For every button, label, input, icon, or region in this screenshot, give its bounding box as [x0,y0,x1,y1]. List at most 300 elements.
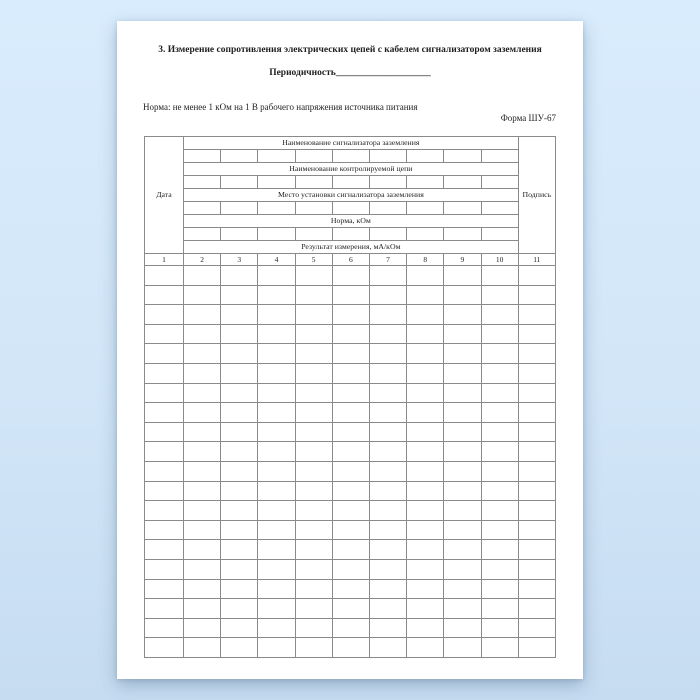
table-cell [444,638,481,658]
table-cell [295,461,332,481]
header-sub-cell [444,150,481,163]
table-cell [444,520,481,540]
periodicity-blank-underline: ____________________ [335,68,431,78]
header-sub-cell [184,176,221,189]
header-sub-cell [369,150,406,163]
table-cell [258,266,295,286]
table-cell [332,383,369,403]
table-row [145,442,556,462]
table-cell [369,481,406,501]
table-cell [369,559,406,579]
table-cell [369,344,406,364]
column-number-cell: 6 [332,254,369,266]
header-sub-cell [258,176,295,189]
table-cell [518,559,555,579]
table-cell [369,383,406,403]
table-cell [444,618,481,638]
table-row [145,579,556,599]
table-cell [258,363,295,383]
table-cell [407,540,444,560]
table-cell [518,344,555,364]
table-cell [518,501,555,521]
table-cell [444,481,481,501]
table-row [145,599,556,619]
table-cell [184,266,221,286]
table-cell [258,638,295,658]
table-row [145,215,556,228]
table-cell [369,638,406,658]
table-cell [145,638,184,658]
table-cell [481,599,518,619]
table-cell [332,481,369,501]
table-row [145,403,556,423]
header-sub-cell [481,176,518,189]
table-cell [221,363,258,383]
table-cell [295,520,332,540]
table-row [145,461,556,481]
table-cell [295,383,332,403]
column-number-row [145,254,556,266]
table-cell [407,638,444,658]
table-cell [184,422,221,442]
table-cell [221,305,258,325]
table-cell [184,618,221,638]
table-cell [481,285,518,305]
table-cell [221,599,258,619]
group-header-circuit-name: Наименование контролируемой цепи [184,163,519,176]
group-header-result: Результат измерения, мА/кОм [184,241,519,254]
header-sub-cell [221,228,258,241]
table-cell [518,442,555,462]
table-cell [258,442,295,462]
table-cell [221,540,258,560]
table-cell [444,501,481,521]
table-cell [518,305,555,325]
table-cell [332,540,369,560]
table-cell [481,422,518,442]
table-cell [332,422,369,442]
header-sub-cell [332,150,369,163]
table-cell [184,599,221,619]
table-row [145,618,556,638]
header-sub-cell [221,202,258,215]
table-cell [221,618,258,638]
table-cell [481,579,518,599]
table-cell [258,383,295,403]
table-cell [444,305,481,325]
table-cell [332,285,369,305]
table-cell [407,461,444,481]
table-cell [369,599,406,619]
table-cell [407,305,444,325]
table-row [145,540,556,560]
table-cell [518,481,555,501]
table-cell [258,618,295,638]
table-row [145,137,556,150]
table-cell [444,422,481,442]
table-cell [145,599,184,619]
table-cell [145,481,184,501]
table-cell [258,559,295,579]
table-cell [332,403,369,423]
column-number-cell: 7 [369,254,406,266]
measurement-table [144,136,556,658]
header-sub-cell [332,176,369,189]
table-cell [444,285,481,305]
table-cell [145,285,184,305]
header-sub-cell [184,202,221,215]
table-cell [444,266,481,286]
table-cell [481,559,518,579]
table-cell [407,266,444,286]
table-cell [145,579,184,599]
table-cell [221,344,258,364]
table-cell [518,638,555,658]
table-cell [258,599,295,619]
table-cell [145,618,184,638]
table-cell [184,442,221,462]
table-cell [369,540,406,560]
table-cell [221,285,258,305]
table-cell [369,461,406,481]
table-cell [481,324,518,344]
table-cell [184,363,221,383]
table-cell [295,363,332,383]
column-number-cell: 11 [518,254,555,266]
signature-column-header: Подпись [518,137,555,254]
table-cell [184,579,221,599]
table-cell [407,285,444,305]
table-cell [145,559,184,579]
table-cell [295,324,332,344]
table-row [145,266,556,286]
header-sub-cell [444,202,481,215]
table-cell [332,461,369,481]
column-number-cell: 3 [221,254,258,266]
table-row [145,285,556,305]
table-row [145,202,556,215]
table-cell [221,559,258,579]
table-cell [369,324,406,344]
column-number-cell: 2 [184,254,221,266]
header-sub-cell [332,228,369,241]
table-cell [407,599,444,619]
table-cell [258,520,295,540]
group-header-install-place: Место установки сигнализатора заземления [184,189,519,202]
table-row [145,501,556,521]
table-row [145,383,556,403]
table-cell [145,363,184,383]
table-cell [407,501,444,521]
table-cell [407,344,444,364]
header-sub-cell [184,150,221,163]
table-cell [332,501,369,521]
table-cell [444,461,481,481]
table-cell [518,422,555,442]
table-cell [481,266,518,286]
table-row [145,520,556,540]
table-row [145,344,556,364]
table-cell [221,324,258,344]
periodicity-line [117,68,583,78]
table-cell [407,363,444,383]
table-cell [145,422,184,442]
table-cell [258,305,295,325]
table-cell [444,599,481,619]
table-cell [295,285,332,305]
table-cell [518,285,555,305]
table-cell [444,403,481,423]
table-cell [221,461,258,481]
header-sub-cell [258,228,295,241]
table-cell [295,618,332,638]
table-cell [481,383,518,403]
table-cell [407,324,444,344]
table-cell [184,559,221,579]
column-number-cell: 10 [481,254,518,266]
table-row [145,228,556,241]
table-cell [444,383,481,403]
table-cell [444,324,481,344]
table-cell [481,540,518,560]
table-cell [258,344,295,364]
table-cell [145,305,184,325]
header-sub-cell [184,228,221,241]
table-cell [295,559,332,579]
header-sub-cell [444,176,481,189]
table-cell [332,266,369,286]
table-cell [407,579,444,599]
table-cell [407,559,444,579]
table-cell [184,461,221,481]
table-cell [518,540,555,560]
table-cell [258,481,295,501]
table-cell [332,638,369,658]
table-cell [518,266,555,286]
table-cell [295,305,332,325]
table-cell [221,442,258,462]
table-cell [369,422,406,442]
header-sub-cell [295,150,332,163]
table-cell [369,501,406,521]
table-cell [481,481,518,501]
table-cell [407,481,444,501]
table-cell [407,383,444,403]
table-cell [332,559,369,579]
table-cell [221,481,258,501]
table-cell [369,285,406,305]
table-cell [145,540,184,560]
document-title: 3. Измерение сопротивления электрических цепей с кабелем сигнализатором заземления [158,45,542,55]
table-row [145,241,556,254]
table-cell [221,638,258,658]
table-cell [332,520,369,540]
table-cell [444,344,481,364]
table-cell [518,403,555,423]
table-cell [145,461,184,481]
table-cell [295,266,332,286]
table-row [145,422,556,442]
header-sub-cell [407,228,444,241]
table-cell [481,520,518,540]
table-cell [221,579,258,599]
header-sub-cell [369,202,406,215]
table-cell [518,520,555,540]
table-cell [369,618,406,638]
table-cell [518,363,555,383]
table-cell [184,501,221,521]
header-sub-cell [407,176,444,189]
table-cell [481,363,518,383]
table-cell [295,540,332,560]
table-cell [184,305,221,325]
table-row [145,163,556,176]
table-cell [184,285,221,305]
table-cell [258,324,295,344]
table-cell [145,442,184,462]
table-cell [145,501,184,521]
header-sub-cell [481,202,518,215]
norm-note: Норма: не менее 1 кОм на 1 В рабочего напряжения источника питания [143,102,418,112]
table-cell [145,324,184,344]
table-cell [221,403,258,423]
table-cell [481,618,518,638]
table-cell [295,403,332,423]
table-row [145,189,556,202]
table-row [145,324,556,344]
table-cell [295,344,332,364]
table-cell [221,501,258,521]
table-cell [184,540,221,560]
table-cell [407,520,444,540]
table-cell [184,383,221,403]
column-number-cell: 9 [444,254,481,266]
table-row [145,363,556,383]
table-cell [332,344,369,364]
header-sub-cell [481,228,518,241]
table-cell [145,266,184,286]
table-cell [332,579,369,599]
table-cell [518,461,555,481]
table-cell [444,363,481,383]
header-sub-cell [221,176,258,189]
table-cell [258,579,295,599]
table-cell [444,579,481,599]
table-cell [221,422,258,442]
table-cell [221,266,258,286]
table-cell [258,403,295,423]
group-header-signaler-name: Наименование сигнализатора заземления [184,137,519,150]
table-cell [332,618,369,638]
table-cell [407,618,444,638]
header-sub-cell [295,228,332,241]
table-cell [481,638,518,658]
table-cell [184,324,221,344]
table-cell [258,285,295,305]
table-cell [145,344,184,364]
table-cell [369,305,406,325]
table-cell [295,501,332,521]
table-cell [295,579,332,599]
table-cell [407,422,444,442]
header-sub-cell [295,202,332,215]
table-row [145,481,556,501]
table-row [145,305,556,325]
table-cell [481,461,518,481]
header-sub-cell [369,228,406,241]
table-cell [518,579,555,599]
table-row [145,150,556,163]
table-cell [369,403,406,423]
header-sub-cell [481,150,518,163]
table-cell [295,638,332,658]
table-cell [332,363,369,383]
table-cell [518,599,555,619]
column-number-cell: 4 [258,254,295,266]
table-cell [145,520,184,540]
table-cell [184,344,221,364]
table-cell [444,442,481,462]
document-page [117,21,583,679]
table-cell [407,403,444,423]
table-cell [369,266,406,286]
header-sub-cell [369,176,406,189]
table-cell [258,540,295,560]
column-number-cell: 1 [145,254,184,266]
table-cell [145,403,184,423]
header-sub-cell [407,150,444,163]
table-cell [295,481,332,501]
table-cell [444,540,481,560]
table-cell [332,324,369,344]
group-header-norm: Норма, кОм [184,215,519,228]
table-cell [332,599,369,619]
table-cell [518,383,555,403]
table-cell [258,501,295,521]
header-sub-cell [444,228,481,241]
header-sub-cell [258,150,295,163]
table-cell [518,618,555,638]
table-row [145,176,556,189]
table-cell [184,520,221,540]
table-cell [407,442,444,462]
column-number-cell: 5 [295,254,332,266]
table-cell [369,520,406,540]
table-cell [481,501,518,521]
table-cell [295,599,332,619]
table-cell [332,305,369,325]
table-cell [444,559,481,579]
header-sub-cell [407,202,444,215]
column-number-cell: 8 [407,254,444,266]
table-cell [481,442,518,462]
table-cell [481,305,518,325]
table-row [145,559,556,579]
table-row [145,638,556,658]
table-cell [184,403,221,423]
header-sub-cell [332,202,369,215]
periodicity-label: Периодичность [269,68,336,78]
table-cell [481,344,518,364]
header-sub-cell [221,150,258,163]
table-cell [295,442,332,462]
date-column-header: Дата [145,137,184,254]
table-cell [518,324,555,344]
header-sub-cell [295,176,332,189]
table-cell [221,520,258,540]
table-cell [184,481,221,501]
form-number: Форма ШУ-67 [500,113,556,123]
